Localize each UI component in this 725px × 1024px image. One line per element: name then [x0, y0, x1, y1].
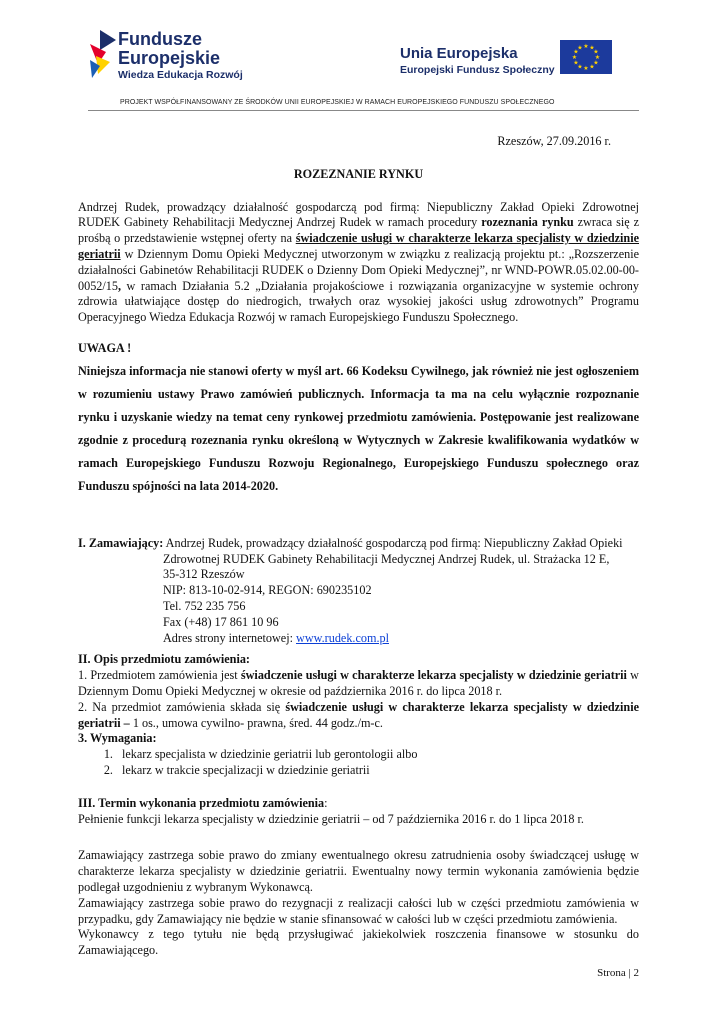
section2-item1: [78, 668, 639, 700]
intro-bold-2: ,: [117, 278, 121, 293]
closing-paragraph-3: Wykonawcy z tego tytułu nie będą przysługiwać jakiekolwiek roszczenia finansowe w stosunku do Zamawiającego.: [78, 927, 639, 958]
eu-flag-icon: [560, 40, 612, 74]
uwaga-label: UWAGA !: [78, 340, 132, 355]
svg-text:★: ★: [573, 48, 579, 56]
section1-fax: Fax (+48) 17 861 10 96: [163, 614, 279, 629]
section1-nip: NIP: 813-10-02-914, REGON: 690235102: [163, 583, 372, 598]
svg-text:★: ★: [589, 44, 595, 52]
www-label: Adres strony internetowej:: [163, 630, 297, 645]
eu-logo: [400, 40, 650, 90]
svg-text:★: ★: [573, 59, 579, 67]
intro-bold-1: rozeznania rynku: [481, 215, 574, 230]
intro-paragraph: [78, 200, 639, 326]
svg-text:★: ★: [577, 44, 583, 52]
eu-sub: Europejski Fundusz Społeczny: [400, 64, 555, 76]
section3-text: Pełnienie funkcji lekarza specjalisty w dziedzinie geriatrii – od 7 października 2016 r. do 1 lipca 2018 r.: [78, 811, 584, 826]
intro-text-3: w Dziennym Domu Opieki Medycznej utworzonym w związku z realizacją projektu pt.: „Rozszerzenie działalności Gabinetów Rehabilitacji RUDEK o Dzienny Dom Opieki Medycznej”, nr WND-POWR.05.02.00-00-0052/15: [78, 246, 639, 293]
section2-item2: [78, 700, 639, 732]
fundusze-europejskie-logo: [88, 28, 258, 88]
document-date: Rzeszów, 27.09.2016 r.: [497, 134, 611, 148]
closing-paragraph-1: Zamawiający zastrzega sobie prawo do zmiany ewentualnego okresu zatrudnienia osoby świadczącej usługę w charakterze lekarza specjalisty w dziedzinie geriatrii. Ewentualny nowy termin wykonania zamówienia będzie podlegał uzgodnieniu z wybranym Wykonawcą.: [78, 848, 639, 894]
section2-heading: II. Opis przedmiotu zamówienia:: [78, 652, 250, 667]
section1-first-line: [78, 536, 639, 552]
document-title: ROZEZNANIE RYNKU: [293, 166, 424, 181]
intro-text-1: Andrzej Rudek, prowadzący działalność gospodarczą pod firmą: Niepubliczny Zakład Opieki Zdrowotnej RUDEK Gabinety Rehabilitacji Medycznej Andrzej Rudek w ramach procedury: [78, 199, 639, 230]
intro-text-2: zwraca się z prośbą o przedstawienie wstępnej oferty na: [78, 215, 640, 246]
list-item: 1. lekarz specjalista w dziedzinie geriatrii lub gerontologii albo: [116, 747, 639, 763]
logo-line2: Europejskie: [118, 48, 221, 68]
header-divider: [88, 110, 639, 111]
svg-text:★: ★: [577, 63, 583, 71]
uwaga-text: Niniejsza informacja nie stanowi oferty w myśl art. 66 Kodeksu Cywilnego, jak również nie jest ogłoszeniem w rozumieniu ustawy Prawo zamówień publicznych. Informacja ta ma na celu wyłącznie rozpoznanie rynku i uzyskanie wiedzy na temat ceny rynkowej przedmiotu zamówienia. Postępowanie jest realizowane zgodnie z procedurą rozeznania rynku określoną w Wytycznych w Zakresie kwalifikowania wydatków w ramach Europejskiego Funduszu Rozwoju Regionalnego, Europejskiego Funduszu społecznego oraz Funduszu spójności na lata 2014-2020.: [78, 363, 639, 493]
section1-line3: 35-312 Rzeszów: [163, 567, 245, 582]
list-item: 2. lekarz w trakcie specjalizacji w dziedzinie geriatrii: [116, 763, 639, 779]
logo-line1: Fundusze: [118, 29, 202, 49]
page-number: Strona | 2: [597, 967, 639, 979]
svg-text:★: ★: [583, 65, 589, 72]
section1-first: Andrzej Rudek, prowadzący działalność gospodarczą pod firmą: Niepubliczny Zakład Opieki: [163, 535, 623, 550]
svg-text:★: ★: [583, 43, 589, 50]
eu-title: Unia Europejska: [400, 45, 518, 62]
requirements-list: [78, 747, 639, 779]
item1-bold: świadczenie usługi w charakterze lekarza specjalisty w dziedzinie geriatrii: [240, 668, 627, 683]
item2-bold: świadczenie usługi w charakterze lekarza specjalisty w dziedzinie geriatrii –: [78, 699, 639, 730]
item2-text-c: 1 os., umowa cywilno- prawna, śred. 44 godz./m-c.: [129, 715, 383, 730]
website-link[interactable]: www.rudek.com.pl: [296, 630, 389, 645]
section3-heading: III. Termin wykonania przedmiotu zamówienia: [78, 795, 325, 810]
svg-text:★: ★: [593, 59, 599, 67]
item1-text-a: 1. Przedmiotem zamówienia jest: [78, 668, 241, 683]
intro-bold-underline: świadczenie usługi w charakterze lekarza specjalisty w dziedzinie geriatrii: [78, 231, 640, 261]
svg-text:★: ★: [571, 54, 578, 61]
svg-text:★: ★: [593, 48, 599, 56]
item2-text-a: 2. Na przedmiot zamówienia składa się: [78, 699, 286, 714]
requirements-heading: 3. Wymagania:: [78, 731, 157, 746]
section1-www-line: [78, 631, 639, 647]
section1-heading: I. Zamawiający:: [78, 535, 164, 550]
section1-tel: Tel. 752 235 756: [163, 598, 246, 613]
closing-paragraph-2: Zamawiający zastrzega sobie prawo do rezygnacji z realizacji całości lub w części przedmiotu zamówienia w przypadku, gdy Zamawiający nie będzie w stanie sfinansować w całości lub w części przedmiotu zamówienia.: [78, 895, 639, 926]
svg-text:★: ★: [589, 63, 595, 71]
svg-text:★: ★: [594, 54, 601, 61]
item1-text-c: w Dziennym Domu Opieki Medycznej w okresie od października 2016 r. do lipca 2018 r.: [78, 668, 639, 698]
section3-heading-line: [78, 796, 639, 812]
logo-sub: Wiedza Edukacja Rozwój: [118, 69, 243, 81]
fe-star-icon: [88, 30, 118, 80]
intro-text-4: w ramach Działania 5.2 „Działania projakościowe i rozwiązania organizacyjne w systemie ochrony zdrowia ułatwiające dostęp do niedrogich, trwałych oraz wysokiej jakości usług zdrowotnych” Programu Operacyjnego Wiedza Edukacja Rozwój w ramach Europejskiego Funduszu Społecznego.: [78, 278, 639, 325]
document-body: [78, 134, 639, 959]
project-banner: PROJEKT WSPÓŁFINANSOWANY ZE ŚRODKÓW UNII EUROPEJSKIEJ W RAMACH EUROPEJSKIEGO FUNDUSZU SPOŁECZNEGO: [120, 99, 555, 106]
section3-colon: :: [324, 795, 328, 810]
section1-line2: Zdrowotnej RUDEK Gabinety Rehabilitacji Medycznej Andrzej Rudek, ul. Strażacka 12 E,: [163, 551, 610, 566]
